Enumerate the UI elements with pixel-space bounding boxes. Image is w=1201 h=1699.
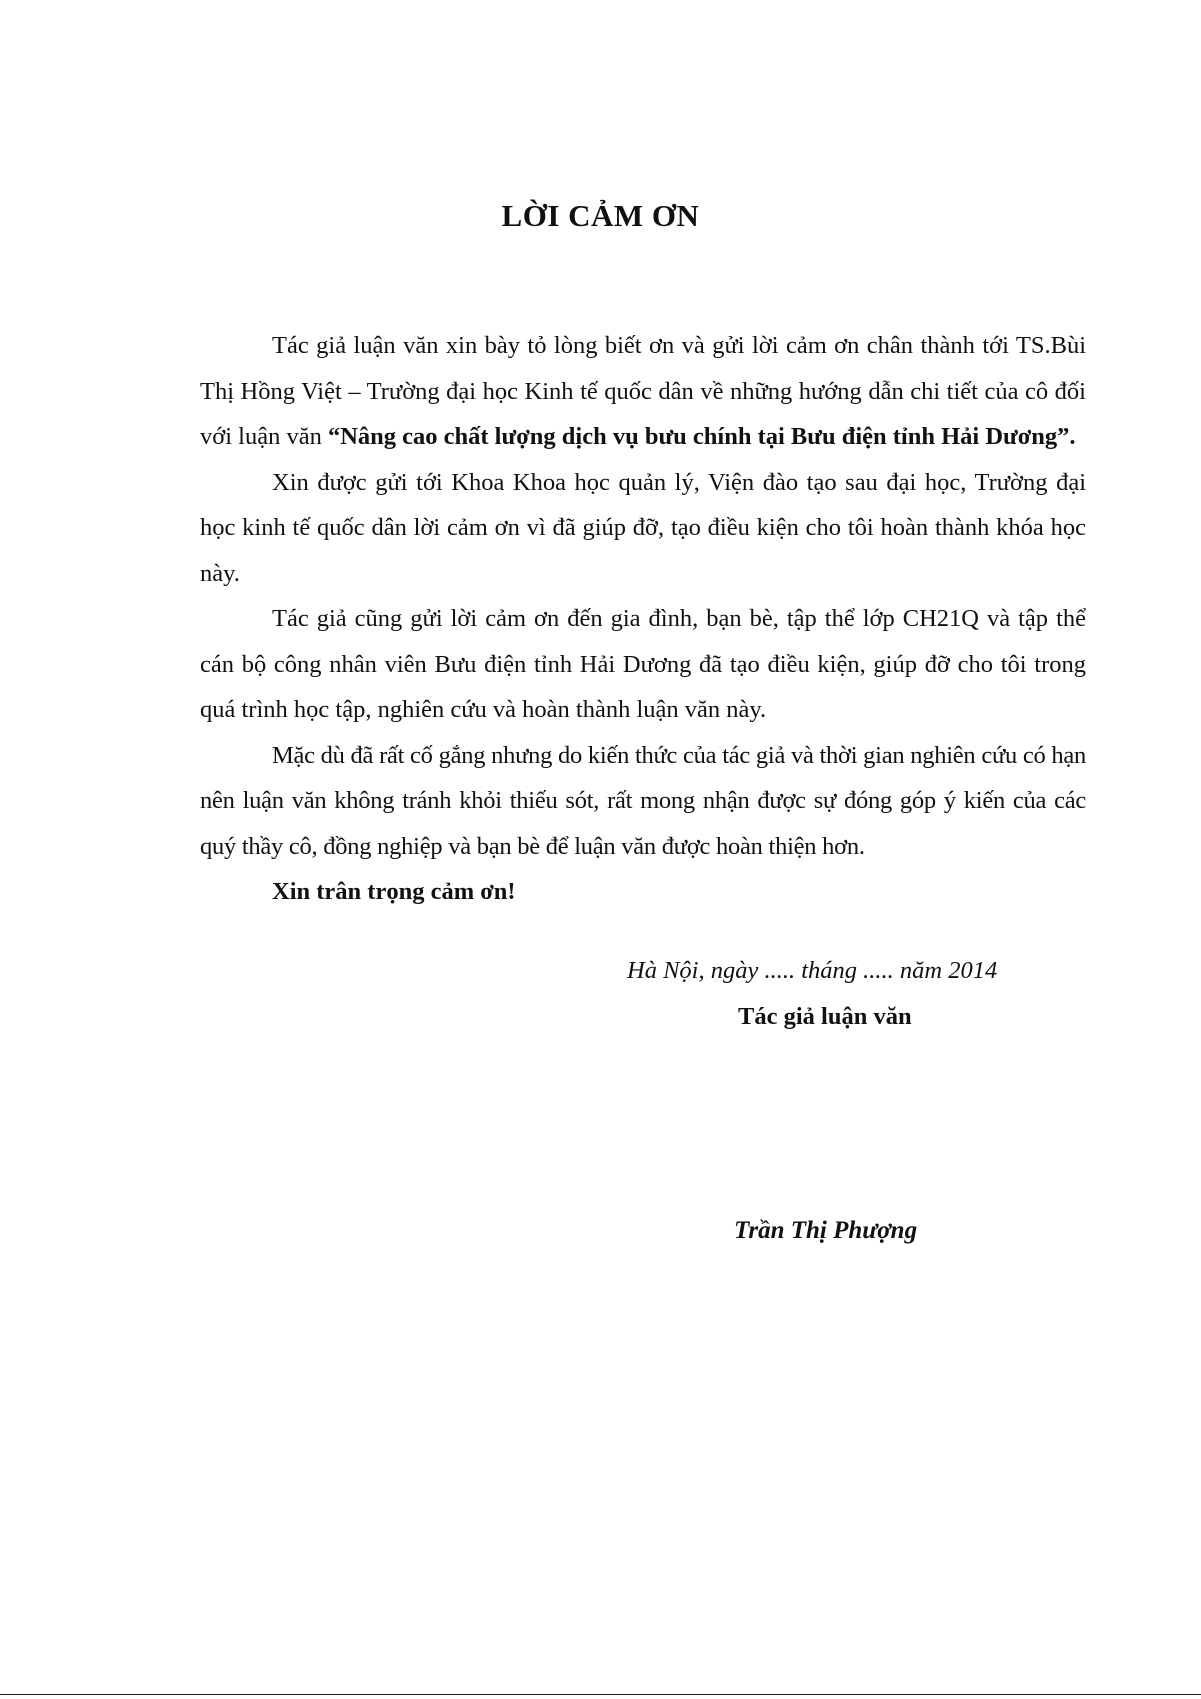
closing-line: Xin trân trọng cảm ơn! <box>272 878 516 905</box>
author-label: Tác giả luận văn <box>738 1003 912 1030</box>
acknowledgement-body <box>200 323 1086 915</box>
date-line: Hà Nội, ngày ..... tháng ..... năm 2014 <box>627 957 998 984</box>
paragraph-limitations: Mặc dù đã rất cố gắng nhưng do kiến thức của tác giả và thời gian nghiên cứu có hạn nên luận văn không tránh khỏi thiếu sót, rất mong nhận được sự đóng góp ý kiến của các quý thầy cô, đồng nghiệp và bạn bè để luận văn được hoàn thiện hơn. <box>200 741 1086 860</box>
page-title: LỜI CẢM ƠN <box>501 198 700 233</box>
paragraph-advisor-thanks <box>200 323 1086 460</box>
page-bottom-rule <box>0 1694 1201 1695</box>
paragraph-family-thanks: Tác giả cũng gửi lời cảm ơn đến gia đình, bạn bè, tập thể lớp CH21Q và tập thể cán bộ công nhân viên Bưu điện tỉnh Hải Dương đã tạo điều kiện, giúp đỡ cho tôi trong quá trình học tập, nghiên cứu và hoàn thành luận văn này. <box>200 605 1086 723</box>
paragraph-advisor-text: Tác giả luận văn xin bày tỏ lòng biết ơn và gửi lời cảm ơn chân thành tới TS.Bùi Thị Hồng Việt – Trường đại học Kinh tế quốc dân về những hướng dẫn chi tiết của cô đối với luận văn <box>200 332 1086 450</box>
paragraph-faculty-thanks: Xin được gửi tới Khoa Khoa học quản lý, Viện đào tạo sau đại học, Trường đại học kinh tế quốc dân lời cảm ơn vì đã giúp đỡ, tạo điều kiện cho tôi hoàn thành khóa học này. <box>200 468 1086 587</box>
thesis-title: “Nâng cao chất lượng dịch vụ bưu chính tại Bưu điện tỉnh Hải Dương”. <box>327 423 1076 450</box>
author-name: Trần Thị Phượng <box>734 1217 918 1244</box>
